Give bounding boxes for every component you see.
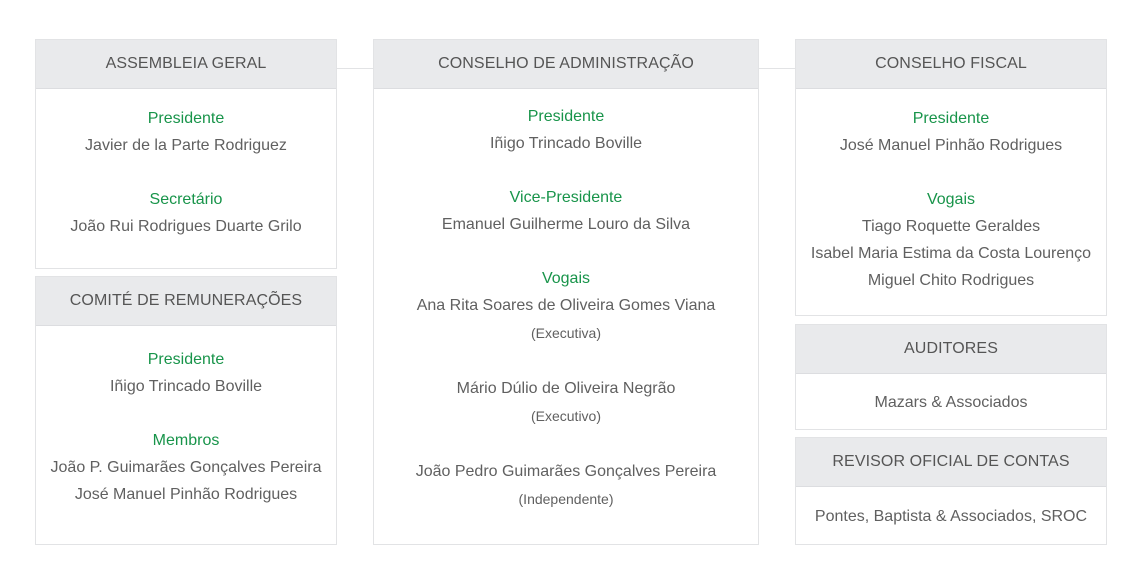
person-name: Ana Rita Soares de Oliveira Gomes Viana <box>416 297 716 314</box>
role-secretario: Secretário <box>149 191 223 208</box>
person-name: Iñigo Trincado Boville <box>489 135 643 152</box>
conselho-fiscal-box <box>795 39 1107 316</box>
assembleia-geral-box <box>35 39 337 269</box>
person-name: Iñigo Trincado Boville <box>109 378 263 395</box>
revisor-box <box>795 437 1107 545</box>
person-name: João Rui Rodrigues Duarte Grilo <box>70 218 302 235</box>
comite-remuneracoes-box <box>35 276 337 545</box>
auditores-title: AUDITORES <box>796 325 1106 374</box>
assembleia-geral-title: ASSEMBLEIA GERAL <box>36 40 336 89</box>
person-name: Tiago Roquette Geraldes <box>861 218 1041 235</box>
role-presidente: Presidente <box>912 110 990 127</box>
person-name: João Pedro Guimarães Gonçalves Pereira <box>415 463 717 480</box>
connector-ag-ca <box>337 68 374 69</box>
role-vice-presidente: Vice-Presidente <box>509 189 623 206</box>
role-vogais: Vogais <box>926 191 976 208</box>
auditor-name: Mazars & Associados <box>874 394 1028 411</box>
person-name: José Manuel Pinhão Rodrigues <box>74 486 298 503</box>
revisor-title: REVISOR OFICIAL DE CONTAS <box>796 438 1106 487</box>
role-presidente: Presidente <box>147 110 225 127</box>
conselho-administracao-box <box>373 39 759 545</box>
person-name: Miguel Chito Rodrigues <box>867 272 1035 289</box>
person-name: Javier de la Parte Rodriguez <box>85 137 287 154</box>
person-name: Mário Dúlio de Oliveira Negrão <box>456 380 676 397</box>
revisor-name: Pontes, Baptista & Associados, SROC <box>814 508 1088 525</box>
connector-ca-cf <box>758 68 795 69</box>
role-membros: Membros <box>152 432 220 449</box>
conselho-administracao-title: CONSELHO DE ADMINISTRAÇÃO <box>374 40 758 89</box>
role-presidente: Presidente <box>147 351 225 368</box>
comite-remuneracoes-title: COMITÉ DE REMUNERAÇÕES <box>36 277 336 326</box>
role-presidente: Presidente <box>527 108 605 125</box>
person-note: (Independente) <box>518 491 614 507</box>
person-name: Isabel Maria Estima da Costa Lourenço <box>810 245 1092 262</box>
person-name: João P. Guimarães Gonçalves Pereira <box>50 459 322 476</box>
person-note: (Executivo) <box>530 408 602 424</box>
role-vogais: Vogais <box>541 270 591 287</box>
auditores-box <box>795 324 1107 430</box>
person-name: José Manuel Pinhão Rodrigues <box>839 137 1063 154</box>
conselho-fiscal-title: CONSELHO FISCAL <box>796 40 1106 89</box>
person-note: (Executiva) <box>530 325 602 341</box>
person-name: Emanuel Guilherme Louro da Silva <box>441 216 691 233</box>
